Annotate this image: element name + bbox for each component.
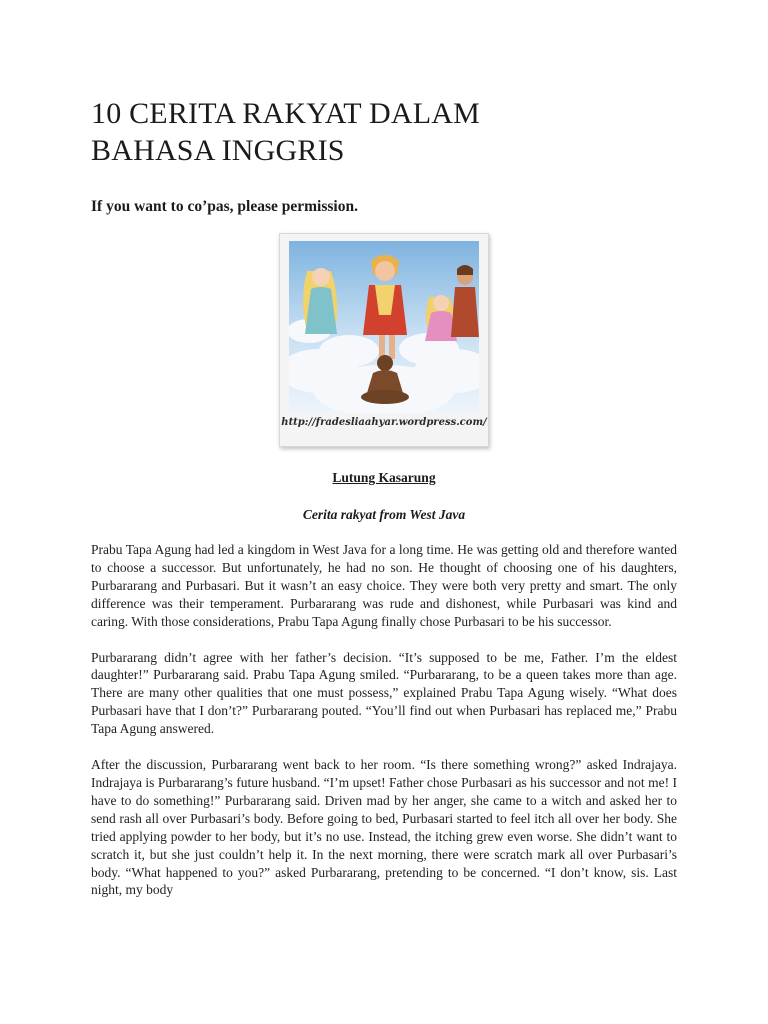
paragraph: Prabu Tapa Agung had led a kingdom in West Java for a long time. He was getting old and therefore wanted to choose a successor. But unfortunately, he had no son. He thought of choosing one of his daughters, Purbararang and Purbasari. But it wasn’t an easy choice. They were both very pretty and smart. The only difference was their temperament. Purbararang was rude and dishonest, while Purbasari was kind and caring. With those considerations, Prabu Tapa Agung finally chose Purbasari to be his successor. (91, 542, 677, 629)
princess-left-figure (303, 268, 337, 334)
paragraph: After the discussion, Purbararang went back to her room. “Is there something wrong?” asked Indrajaya. Indrajaya is Purbararang’s future husband. “I’m upset! Father chose Purbasari as his successor and not me! I have to do something!” Purbararang said. Driven mad by her anger, she came to a witch and asked her to send rash all over Purbasari’s body. Before going to bed, Purbasari started to feel itch all over her body. She tried applying powder to her body, but it’s no use. Instead, the itching grew even worse. She didn’t want to scratch it, but she just couldn’t help it. In the next morning, there were scratch mark all over Purbasari’s body. “What happened to you?” asked Purbararang, pretending to be concerned. “I don’t know, sis. Last night, my body (91, 757, 677, 898)
story-illustration (279, 233, 489, 447)
illustration-scene (289, 241, 479, 413)
paragraph: Purbararang didn’t agree with her father’s decision. “It’s supposed to be me, Father. I’m the eldest daughter!” Purbararang said. Prabu Tapa Agung smiled. “Purbararang, to be a queen takes more than age. There are many other qualities that one must possess,” explained Prabu Tapa Agung wisely. “What does Purbasari have that I don’t?” Purbararang pouted. “You’ll find out when Purbasari has replaced me,” Prabu Tapa Agung answered. (91, 649, 677, 737)
document-title (91, 95, 691, 169)
illustration-caption: http://fradesliaahyar.wordpress.com/ (281, 417, 487, 428)
title-line-1: 10 CERITA RAKYAT DALAM (91, 97, 480, 130)
story-origin: Cerita rakyat from West Java (302, 507, 466, 522)
story-body (91, 541, 677, 917)
copy-notice: If you want to co’pas, please permission. (91, 198, 358, 215)
title-line-2: BAHASA INGGRIS (91, 134, 345, 167)
story-title: Lutung Kasarung (332, 470, 436, 485)
